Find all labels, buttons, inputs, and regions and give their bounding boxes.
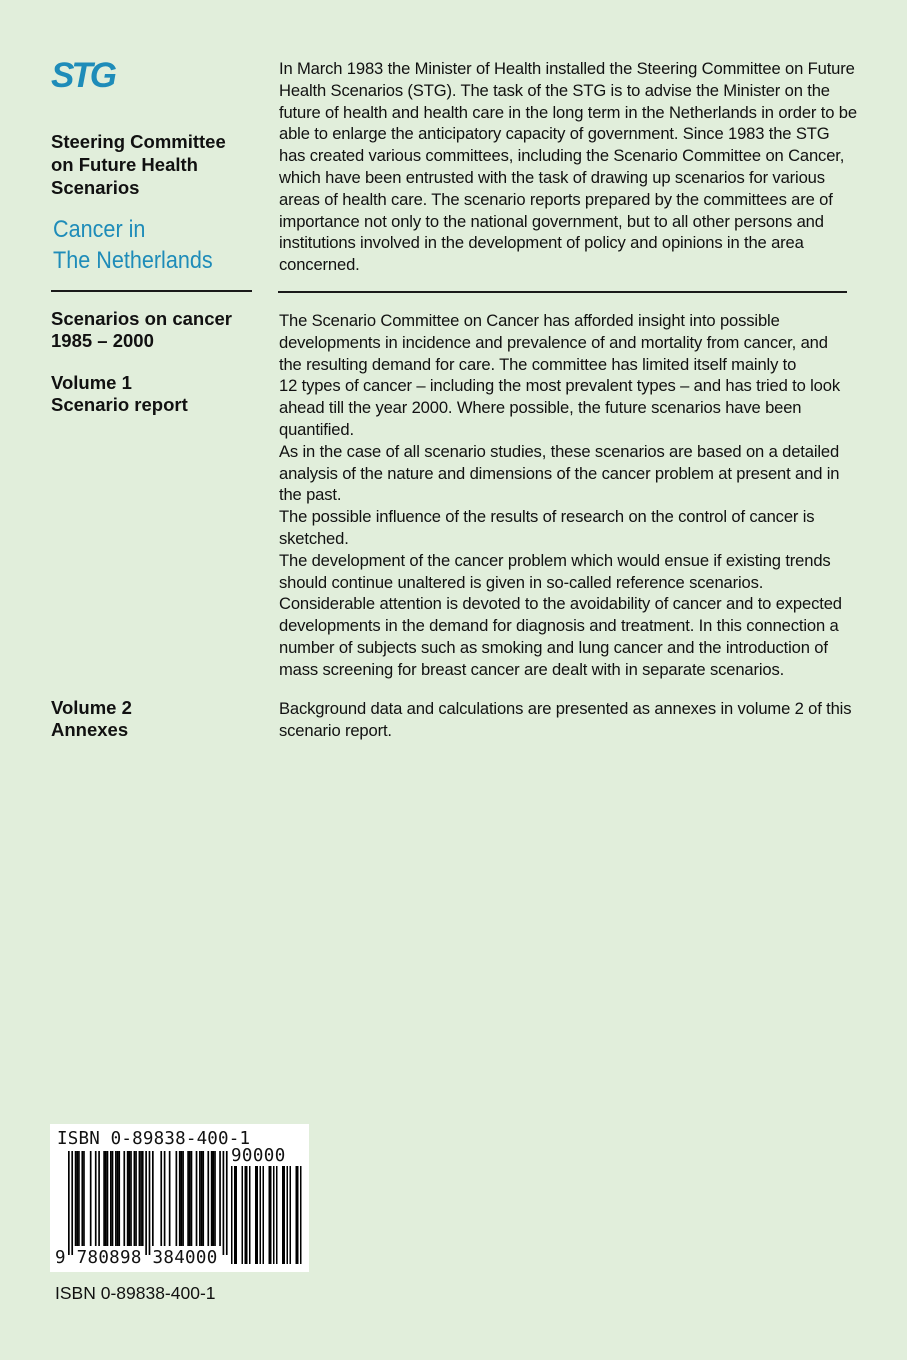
- volume1-line: Volume 1: [51, 372, 132, 393]
- intro-paragraph: [279, 58, 869, 276]
- barcode-bar: [123, 1151, 125, 1246]
- addon-bar: [231, 1166, 233, 1264]
- barcode-bar: [187, 1151, 189, 1246]
- barcode-bar: [140, 1151, 142, 1246]
- barcode-bar: [164, 1151, 166, 1246]
- barcode-bar: [78, 1151, 80, 1246]
- barcode-bar: [76, 1151, 78, 1246]
- barcode-bar: [160, 1151, 162, 1246]
- text-line: number of subjects such as smoking and lung cancer and the introduction of: [279, 637, 828, 657]
- barcode-bar: [223, 1151, 225, 1255]
- addon-bar: [282, 1166, 284, 1264]
- addon-bar: [273, 1166, 275, 1264]
- barcode-bar: [189, 1151, 191, 1246]
- addon-bar: [249, 1166, 251, 1264]
- text-line: ahead till the year 2000. Where possible, the future scenarios have been: [279, 398, 802, 418]
- addon-bar: [242, 1166, 244, 1264]
- text-line: Health Scenarios (STG). The task of the STG is to advise the Minister on the: [279, 80, 830, 100]
- barcode-bar: [202, 1151, 204, 1246]
- text-line: which have been entrusted with the task of drawing up scenarios for various: [279, 167, 825, 187]
- body-paragraph: [279, 310, 869, 681]
- text-line: concerned.: [279, 255, 360, 275]
- barcode-bar: [90, 1151, 92, 1246]
- text-line: the past.: [279, 485, 342, 505]
- barcode-bar: [117, 1151, 119, 1246]
- text-line: quantified.: [279, 419, 354, 439]
- series-title: [51, 308, 261, 352]
- barcode-bar: [98, 1151, 100, 1246]
- barcode-bar: [199, 1151, 201, 1246]
- text-line: Background data and calculations are presented as annexes in volume 2 of this: [279, 699, 852, 718]
- addon-bar: [234, 1166, 236, 1264]
- barcode-bar: [207, 1151, 209, 1246]
- text-line: Considerable attention is devoted to the avoidability of cancer and to expected: [279, 594, 842, 614]
- barcode-bar: [179, 1151, 181, 1246]
- barcode-bar: [201, 1151, 203, 1246]
- barcode-bar: [130, 1151, 132, 1246]
- text-line: The possible influence of the results of research on the control of cancer is: [279, 507, 815, 527]
- barcode-bar: [105, 1151, 107, 1246]
- barcode-bar: [115, 1151, 117, 1246]
- barcode-bar: [149, 1151, 151, 1255]
- book-title: [53, 214, 233, 276]
- barcode-bar: [128, 1151, 130, 1246]
- isbn-text: ISBN 0-89838-400-1: [55, 1283, 216, 1303]
- volume2-label: [51, 697, 261, 741]
- barcode-bar: [110, 1151, 112, 1246]
- barcode-bar: [176, 1151, 178, 1246]
- barcode-bar: [95, 1151, 97, 1246]
- barcode-isbn-label: ISBN 0-89838-400-1: [57, 1129, 251, 1149]
- addon-bar: [296, 1166, 298, 1264]
- addon-bar: [257, 1166, 259, 1264]
- barcode-bar: [196, 1151, 198, 1246]
- barcode-bar: [219, 1151, 221, 1246]
- text-line: should continue unaltered is given in so-called reference scenarios.: [279, 572, 764, 592]
- barcode-bar: [107, 1151, 109, 1246]
- barcode: [50, 1124, 309, 1272]
- series-line: 1985 – 2000: [51, 330, 154, 351]
- barcode-bar: [142, 1151, 144, 1246]
- addon-bar: [245, 1166, 247, 1264]
- book-title-line: The Netherlands: [53, 247, 213, 274]
- text-line: areas of health care. The scenario reports prepared by the committees are of: [279, 189, 833, 209]
- volume1-line: Scenario report: [51, 394, 188, 415]
- volume2-line: Volume 2: [51, 697, 132, 718]
- barcode-bar: [226, 1151, 228, 1255]
- volume2-line: Annexes: [51, 719, 129, 740]
- text-line: sketched.: [279, 528, 349, 548]
- text-line: developments in incidence and prevalence of and mortality from cancer, and: [279, 332, 828, 352]
- committee-line: on Future Health: [51, 154, 198, 175]
- text-line: developments in the demand for diagnosis and treatment. In this connection a: [279, 616, 839, 636]
- addon-bar: [260, 1166, 262, 1264]
- barcode-bar: [68, 1151, 70, 1255]
- text-line: has created various committees, including the Scenario Committee on Cancer,: [279, 146, 845, 166]
- barcode-digits: 9 780898 384000: [55, 1248, 218, 1268]
- text-line: institutions involved in the development of policy and opinions in the area: [279, 233, 804, 253]
- committee-line: Scenarios: [51, 177, 140, 198]
- barcode-bar: [75, 1151, 77, 1246]
- addon-bar: [300, 1166, 302, 1264]
- barcode-bar: [169, 1151, 171, 1246]
- addon-bar: [297, 1166, 299, 1264]
- addon-bar: [246, 1166, 248, 1264]
- text-line: future of health and health care in the long term in the Netherlands in order to be: [279, 102, 857, 122]
- addon-bar: [276, 1166, 278, 1264]
- text-line: analysis of the nature and dimensions of the cancer problem at present and in: [279, 463, 840, 483]
- barcode-addon-number: 90000: [231, 1146, 286, 1166]
- text-line: mass screening for breast cancer are dealt with in separate scenarios.: [279, 659, 785, 679]
- addon-bar: [270, 1166, 272, 1264]
- committee-name: [51, 130, 251, 199]
- addon-bar: [287, 1166, 289, 1264]
- barcode-bar: [152, 1151, 154, 1246]
- barcode-bar: [211, 1151, 213, 1246]
- divider-left: [51, 290, 252, 292]
- divider-right: [278, 291, 847, 293]
- barcode-bar: [181, 1151, 183, 1246]
- text-line: able to enlarge the anticipatory capacity of government. Since 1983 the STG: [279, 124, 830, 144]
- text-line: The development of the cancer problem which would ensue if existing trends: [279, 550, 831, 570]
- text-line: In March 1983 the Minister of Health installed the Steering Committee on Future: [279, 59, 855, 78]
- barcode-bar: [145, 1151, 147, 1255]
- addon-bar: [255, 1166, 257, 1264]
- barcode-bar: [83, 1151, 85, 1246]
- addon-bar: [263, 1166, 265, 1264]
- barcode-bar: [182, 1151, 184, 1246]
- text-line: The Scenario Committee on Cancer has afforded insight into possible: [279, 311, 780, 330]
- book-title-line: Cancer in: [53, 216, 146, 243]
- barcode-bar: [103, 1151, 105, 1246]
- text-line: 12 types of cancer – including the most prevalent types – and has tried to look: [279, 376, 840, 396]
- barcode-bar: [118, 1151, 120, 1246]
- barcode-bar: [71, 1151, 73, 1255]
- addon-bar: [284, 1166, 286, 1264]
- text-line: As in the case of all scenario studies, these scenarios are based on a detailed: [279, 441, 840, 461]
- addon-bar: [236, 1166, 238, 1264]
- stg-logo-text: STG: [51, 56, 114, 92]
- barcode-bar: [139, 1151, 141, 1246]
- barcode-bar: [135, 1151, 137, 1246]
- committee-line: Steering Committee: [51, 131, 226, 152]
- series-line: Scenarios on cancer: [51, 308, 232, 329]
- barcode-bar: [191, 1151, 193, 1246]
- addon-bar: [269, 1166, 271, 1264]
- annex-note: [279, 698, 869, 742]
- stg-logo: [51, 56, 121, 92]
- text-line: importance not only to the national government, but to all other persons and: [279, 211, 824, 231]
- text-line: the resulting demand for care. The committee has limited itself mainly to: [279, 354, 797, 374]
- barcode-bar: [212, 1151, 214, 1246]
- barcode-bar: [81, 1151, 83, 1246]
- barcode-bar: [127, 1151, 129, 1246]
- barcode-bar: [134, 1151, 136, 1246]
- text-line: scenario report.: [279, 720, 392, 740]
- barcode-bar: [214, 1151, 216, 1246]
- barcode-bar: [112, 1151, 114, 1246]
- addon-bar: [290, 1166, 292, 1264]
- volume1-label: [51, 372, 261, 416]
